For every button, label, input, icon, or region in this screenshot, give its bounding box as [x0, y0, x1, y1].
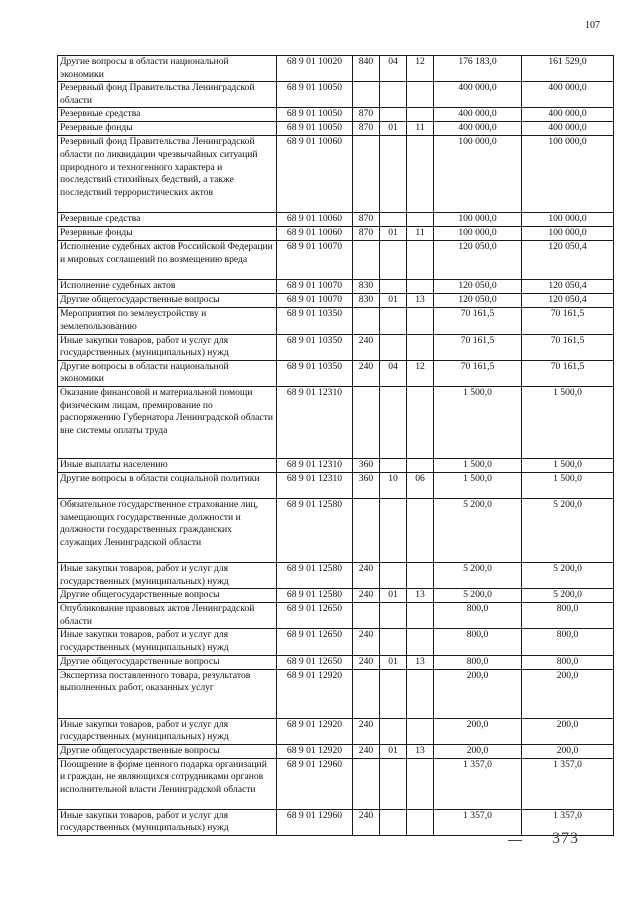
row-code: 68 9 01 10070 — [277, 241, 353, 280]
row-section — [380, 603, 407, 629]
table-row — [58, 562, 614, 588]
table-row — [58, 669, 614, 718]
row-section — [380, 386, 407, 458]
row-sum-year-1: 5 200,0 — [434, 562, 522, 588]
row-subsection: 06 — [407, 472, 434, 498]
row-expense-type: 240 — [353, 655, 380, 669]
row-code: 68 9 01 12920 — [277, 669, 353, 718]
row-sum-year-1: 200,0 — [434, 718, 522, 744]
row-section — [380, 213, 407, 227]
row-sum-year-1: 1 500,0 — [434, 472, 522, 498]
row-sum-year-1: 5 200,0 — [434, 589, 522, 603]
row-sum-year-2: 400 000,0 — [522, 82, 614, 108]
row-sum-year-2: 70 161,5 — [522, 334, 614, 360]
row-expense-type — [353, 241, 380, 280]
row-section — [380, 562, 407, 588]
table-row — [58, 294, 614, 308]
row-name: Резервный фонд Правительства Ленинградской области — [58, 82, 277, 108]
row-sum-year-2: 1 500,0 — [522, 386, 614, 458]
row-code: 68 9 01 10050 — [277, 82, 353, 108]
row-section — [380, 458, 407, 472]
row-code: 68 9 01 12310 — [277, 458, 353, 472]
row-subsection — [407, 562, 434, 588]
table-row — [58, 122, 614, 136]
row-subsection — [407, 718, 434, 744]
row-name: Иные закупки товаров, работ и услуг для государственных (муниципальных) нужд — [58, 562, 277, 588]
row-sum-year-2: 5 200,0 — [522, 562, 614, 588]
row-expense-type: 870 — [353, 227, 380, 241]
row-expense-type: 870 — [353, 108, 380, 122]
row-section — [380, 241, 407, 280]
row-expense-type: 240 — [353, 629, 380, 655]
row-sum-year-2: 100 000,0 — [522, 227, 614, 241]
row-expense-type: 240 — [353, 718, 380, 744]
row-section: 01 — [380, 122, 407, 136]
row-subsection — [407, 758, 434, 809]
row-code: 68 9 01 12920 — [277, 744, 353, 758]
table-row — [58, 498, 614, 562]
table-row — [58, 629, 614, 655]
row-sum-year-2: 120 050,4 — [522, 294, 614, 308]
row-sum-year-2: 161 529,0 — [522, 56, 614, 82]
row-name: Другие общегосударственные вопросы — [58, 744, 277, 758]
row-sum-year-2: 200,0 — [522, 744, 614, 758]
row-expense-type — [353, 308, 380, 334]
row-section — [380, 308, 407, 334]
row-sum-year-1: 800,0 — [434, 629, 522, 655]
row-section — [380, 498, 407, 562]
budget-table — [57, 55, 614, 836]
row-name: Резервный фонд Правительства Ленинградской области по ликвидации чрезвычайных ситуаций природного и техногенного характера и последствий стихийных бедствий, а также последствий террористических актов — [58, 136, 277, 213]
row-sum-year-1: 1 357,0 — [434, 758, 522, 809]
row-name: Оказание финансовой и материальной помощи физическим лицам, премирование по распоряжению Губернатора Ленинградской области вне системы оплаты труда — [58, 386, 277, 458]
row-sum-year-1: 100 000,0 — [434, 136, 522, 213]
row-sum-year-2: 800,0 — [522, 655, 614, 669]
row-code: 68 9 01 10050 — [277, 108, 353, 122]
row-section: 04 — [380, 360, 407, 386]
row-sum-year-1: 70 161,5 — [434, 308, 522, 334]
row-code: 68 9 01 10060 — [277, 213, 353, 227]
row-sum-year-2: 800,0 — [522, 629, 614, 655]
row-subsection — [407, 213, 434, 227]
row-section: 01 — [380, 655, 407, 669]
row-expense-type: 240 — [353, 589, 380, 603]
row-subsection — [407, 334, 434, 360]
table-row — [58, 227, 614, 241]
row-subsection — [407, 136, 434, 213]
row-section: 01 — [380, 589, 407, 603]
row-expense-type: 870 — [353, 122, 380, 136]
row-expense-type: 360 — [353, 472, 380, 498]
row-name: Резервные фонды — [58, 122, 277, 136]
row-name: Резервные средства — [58, 213, 277, 227]
row-sum-year-2: 400 000,0 — [522, 108, 614, 122]
row-subsection: 12 — [407, 360, 434, 386]
row-code: 68 9 01 10050 — [277, 122, 353, 136]
row-code: 68 9 01 10020 — [277, 56, 353, 82]
row-name: Иные закупки товаров, работ и услуг для государственных (муниципальных) нужд — [58, 334, 277, 360]
row-sum-year-1: 1 500,0 — [434, 386, 522, 458]
row-sum-year-2: 400 000,0 — [522, 122, 614, 136]
row-expense-type — [353, 669, 380, 718]
row-name: Экспертиза поставленного товара, результатов выполненных работ, оказанных услуг — [58, 669, 277, 718]
row-code: 68 9 01 12310 — [277, 472, 353, 498]
row-sum-year-1: 100 000,0 — [434, 213, 522, 227]
row-expense-type: 240 — [353, 744, 380, 758]
table-row — [58, 458, 614, 472]
row-subsection — [407, 241, 434, 280]
row-sum-year-2: 100 000,0 — [522, 213, 614, 227]
table-row — [58, 472, 614, 498]
row-expense-type — [353, 82, 380, 108]
table-row — [58, 758, 614, 809]
row-code: 68 9 01 12920 — [277, 718, 353, 744]
row-sum-year-1: 400 000,0 — [434, 108, 522, 122]
row-sum-year-2: 800,0 — [522, 603, 614, 629]
row-sum-year-1: 1 500,0 — [434, 458, 522, 472]
row-subsection — [407, 108, 434, 122]
row-section: 04 — [380, 56, 407, 82]
row-expense-type — [353, 386, 380, 458]
row-code: 68 9 01 12650 — [277, 603, 353, 629]
row-section: 01 — [380, 744, 407, 758]
row-code: 68 9 01 12650 — [277, 629, 353, 655]
row-name: Мероприятия по землеустройству и землепользованию — [58, 308, 277, 334]
row-section — [380, 82, 407, 108]
row-expense-type: 240 — [353, 562, 380, 588]
row-subsection — [407, 308, 434, 334]
row-sum-year-1: 5 200,0 — [434, 498, 522, 562]
row-sum-year-1: 70 161,5 — [434, 360, 522, 386]
row-name: Другие общегосударственные вопросы — [58, 294, 277, 308]
row-subsection: 11 — [407, 122, 434, 136]
row-sum-year-2: 1 357,0 — [522, 809, 614, 835]
row-subsection — [407, 82, 434, 108]
row-name: Поощрение в форме ценного подарка организаций и граждан, не являющихся сотрудниками органов исполнительной власти Ленинградской области — [58, 758, 277, 809]
row-subsection: 13 — [407, 589, 434, 603]
row-subsection: 12 — [407, 56, 434, 82]
row-name: Резервные средства — [58, 108, 277, 122]
row-name: Исполнение судебных актов — [58, 280, 277, 294]
row-expense-type — [353, 603, 380, 629]
page-number: 107 — [585, 20, 600, 31]
row-subsection — [407, 629, 434, 655]
row-subsection — [407, 809, 434, 835]
row-sum-year-2: 5 200,0 — [522, 589, 614, 603]
row-name: Опубликование правовых актов Ленинградской области — [58, 603, 277, 629]
table-row — [58, 136, 614, 213]
row-sum-year-1: 800,0 — [434, 603, 522, 629]
row-sum-year-1: 120 050,0 — [434, 241, 522, 280]
row-sum-year-1: 200,0 — [434, 744, 522, 758]
row-sum-year-1: 120 050,0 — [434, 280, 522, 294]
row-subsection: 13 — [407, 294, 434, 308]
row-subsection — [407, 280, 434, 294]
row-section: 10 — [380, 472, 407, 498]
table-row — [58, 718, 614, 744]
row-name: Другие вопросы в области национальной экономики — [58, 56, 277, 82]
row-expense-type — [353, 498, 380, 562]
row-section — [380, 809, 407, 835]
row-sum-year-2: 70 161,5 — [522, 360, 614, 386]
table-row — [58, 360, 614, 386]
row-code: 68 9 01 12650 — [277, 655, 353, 669]
row-expense-type: 830 — [353, 294, 380, 308]
row-expense-type: 360 — [353, 458, 380, 472]
row-expense-type: 870 — [353, 213, 380, 227]
row-sum-year-1: 800,0 — [434, 655, 522, 669]
row-name: Иные закупки товаров, работ и услуг для государственных (муниципальных) нужд — [58, 809, 277, 835]
footer-dash — [508, 840, 522, 841]
row-subsection — [407, 498, 434, 562]
row-sum-year-1: 70 161,5 — [434, 334, 522, 360]
row-code: 68 9 01 12580 — [277, 562, 353, 588]
row-expense-type — [353, 758, 380, 809]
row-code: 68 9 01 12580 — [277, 589, 353, 603]
footer-stamp: 373 — [552, 830, 579, 847]
row-name: Другие общегосударственные вопросы — [58, 655, 277, 669]
row-expense-type: 830 — [353, 280, 380, 294]
budget-rows — [58, 56, 614, 836]
row-sum-year-2: 1 500,0 — [522, 458, 614, 472]
row-code: 68 9 01 10060 — [277, 136, 353, 213]
table-row — [58, 308, 614, 334]
row-name: Исполнение судебных актов Российской Федерации и мировых соглашений по возмещению вреда — [58, 241, 277, 280]
row-expense-type: 240 — [353, 809, 380, 835]
row-subsection — [407, 458, 434, 472]
table-row — [58, 213, 614, 227]
row-expense-type: 840 — [353, 56, 380, 82]
row-subsection: 13 — [407, 744, 434, 758]
row-subsection — [407, 603, 434, 629]
table-row — [58, 280, 614, 294]
table-row — [58, 241, 614, 280]
row-sum-year-1: 120 050,0 — [434, 294, 522, 308]
row-section: 01 — [380, 294, 407, 308]
row-code: 68 9 01 10350 — [277, 334, 353, 360]
row-code: 68 9 01 10070 — [277, 294, 353, 308]
row-name: Иные закупки товаров, работ и услуг для государственных (муниципальных) нужд — [58, 629, 277, 655]
row-sum-year-1: 400 000,0 — [434, 82, 522, 108]
row-sum-year-1: 100 000,0 — [434, 227, 522, 241]
table-row — [58, 56, 614, 82]
row-section — [380, 629, 407, 655]
row-sum-year-2: 200,0 — [522, 669, 614, 718]
row-section — [380, 669, 407, 718]
row-sum-year-2: 1 357,0 — [522, 758, 614, 809]
row-sum-year-1: 200,0 — [434, 669, 522, 718]
row-expense-type: 240 — [353, 334, 380, 360]
row-section: 01 — [380, 227, 407, 241]
row-sum-year-2: 1 500,0 — [522, 472, 614, 498]
row-section — [380, 136, 407, 213]
table-row — [58, 589, 614, 603]
row-code: 68 9 01 12960 — [277, 758, 353, 809]
row-sum-year-2: 120 050,4 — [522, 280, 614, 294]
row-name: Другие вопросы в области социальной политики — [58, 472, 277, 498]
row-section — [380, 758, 407, 809]
row-name: Другие вопросы в области национальной экономики — [58, 360, 277, 386]
row-subsection — [407, 386, 434, 458]
row-section — [380, 280, 407, 294]
row-code: 68 9 01 10350 — [277, 308, 353, 334]
row-name: Другие общегосударственные вопросы — [58, 589, 277, 603]
row-section — [380, 108, 407, 122]
row-code: 68 9 01 10350 — [277, 360, 353, 386]
row-name: Резервные фонды — [58, 227, 277, 241]
table-row — [58, 809, 614, 835]
row-name: Иные выплаты населению — [58, 458, 277, 472]
row-name: Иные закупки товаров, работ и услуг для государственных (муниципальных) нужд — [58, 718, 277, 744]
table-row — [58, 386, 614, 458]
row-code: 68 9 01 12310 — [277, 386, 353, 458]
row-code: 68 9 01 10060 — [277, 227, 353, 241]
row-name: Обязательное государственное страхование лиц, замещающих государственные должности и должности государственных гражданских служащих Ленинградской области — [58, 498, 277, 562]
row-code: 68 9 01 12580 — [277, 498, 353, 562]
row-subsection: 13 — [407, 655, 434, 669]
row-sum-year-1: 176 183,0 — [434, 56, 522, 82]
row-sum-year-1: 400 000,0 — [434, 122, 522, 136]
table-row — [58, 744, 614, 758]
row-sum-year-2: 200,0 — [522, 718, 614, 744]
table-row — [58, 82, 614, 108]
table-row — [58, 655, 614, 669]
row-code: 68 9 01 10070 — [277, 280, 353, 294]
row-sum-year-1: 1 357,0 — [434, 809, 522, 835]
table-row — [58, 603, 614, 629]
row-subsection: 11 — [407, 227, 434, 241]
row-sum-year-2: 5 200,0 — [522, 498, 614, 562]
row-subsection — [407, 669, 434, 718]
table-row — [58, 334, 614, 360]
row-sum-year-2: 70 161,5 — [522, 308, 614, 334]
row-sum-year-2: 100 000,0 — [522, 136, 614, 213]
row-sum-year-2: 120 050,4 — [522, 241, 614, 280]
table-row — [58, 108, 614, 122]
row-code: 68 9 01 12960 — [277, 809, 353, 835]
row-section — [380, 334, 407, 360]
row-section — [380, 718, 407, 744]
row-expense-type — [353, 136, 380, 213]
row-expense-type: 240 — [353, 360, 380, 386]
